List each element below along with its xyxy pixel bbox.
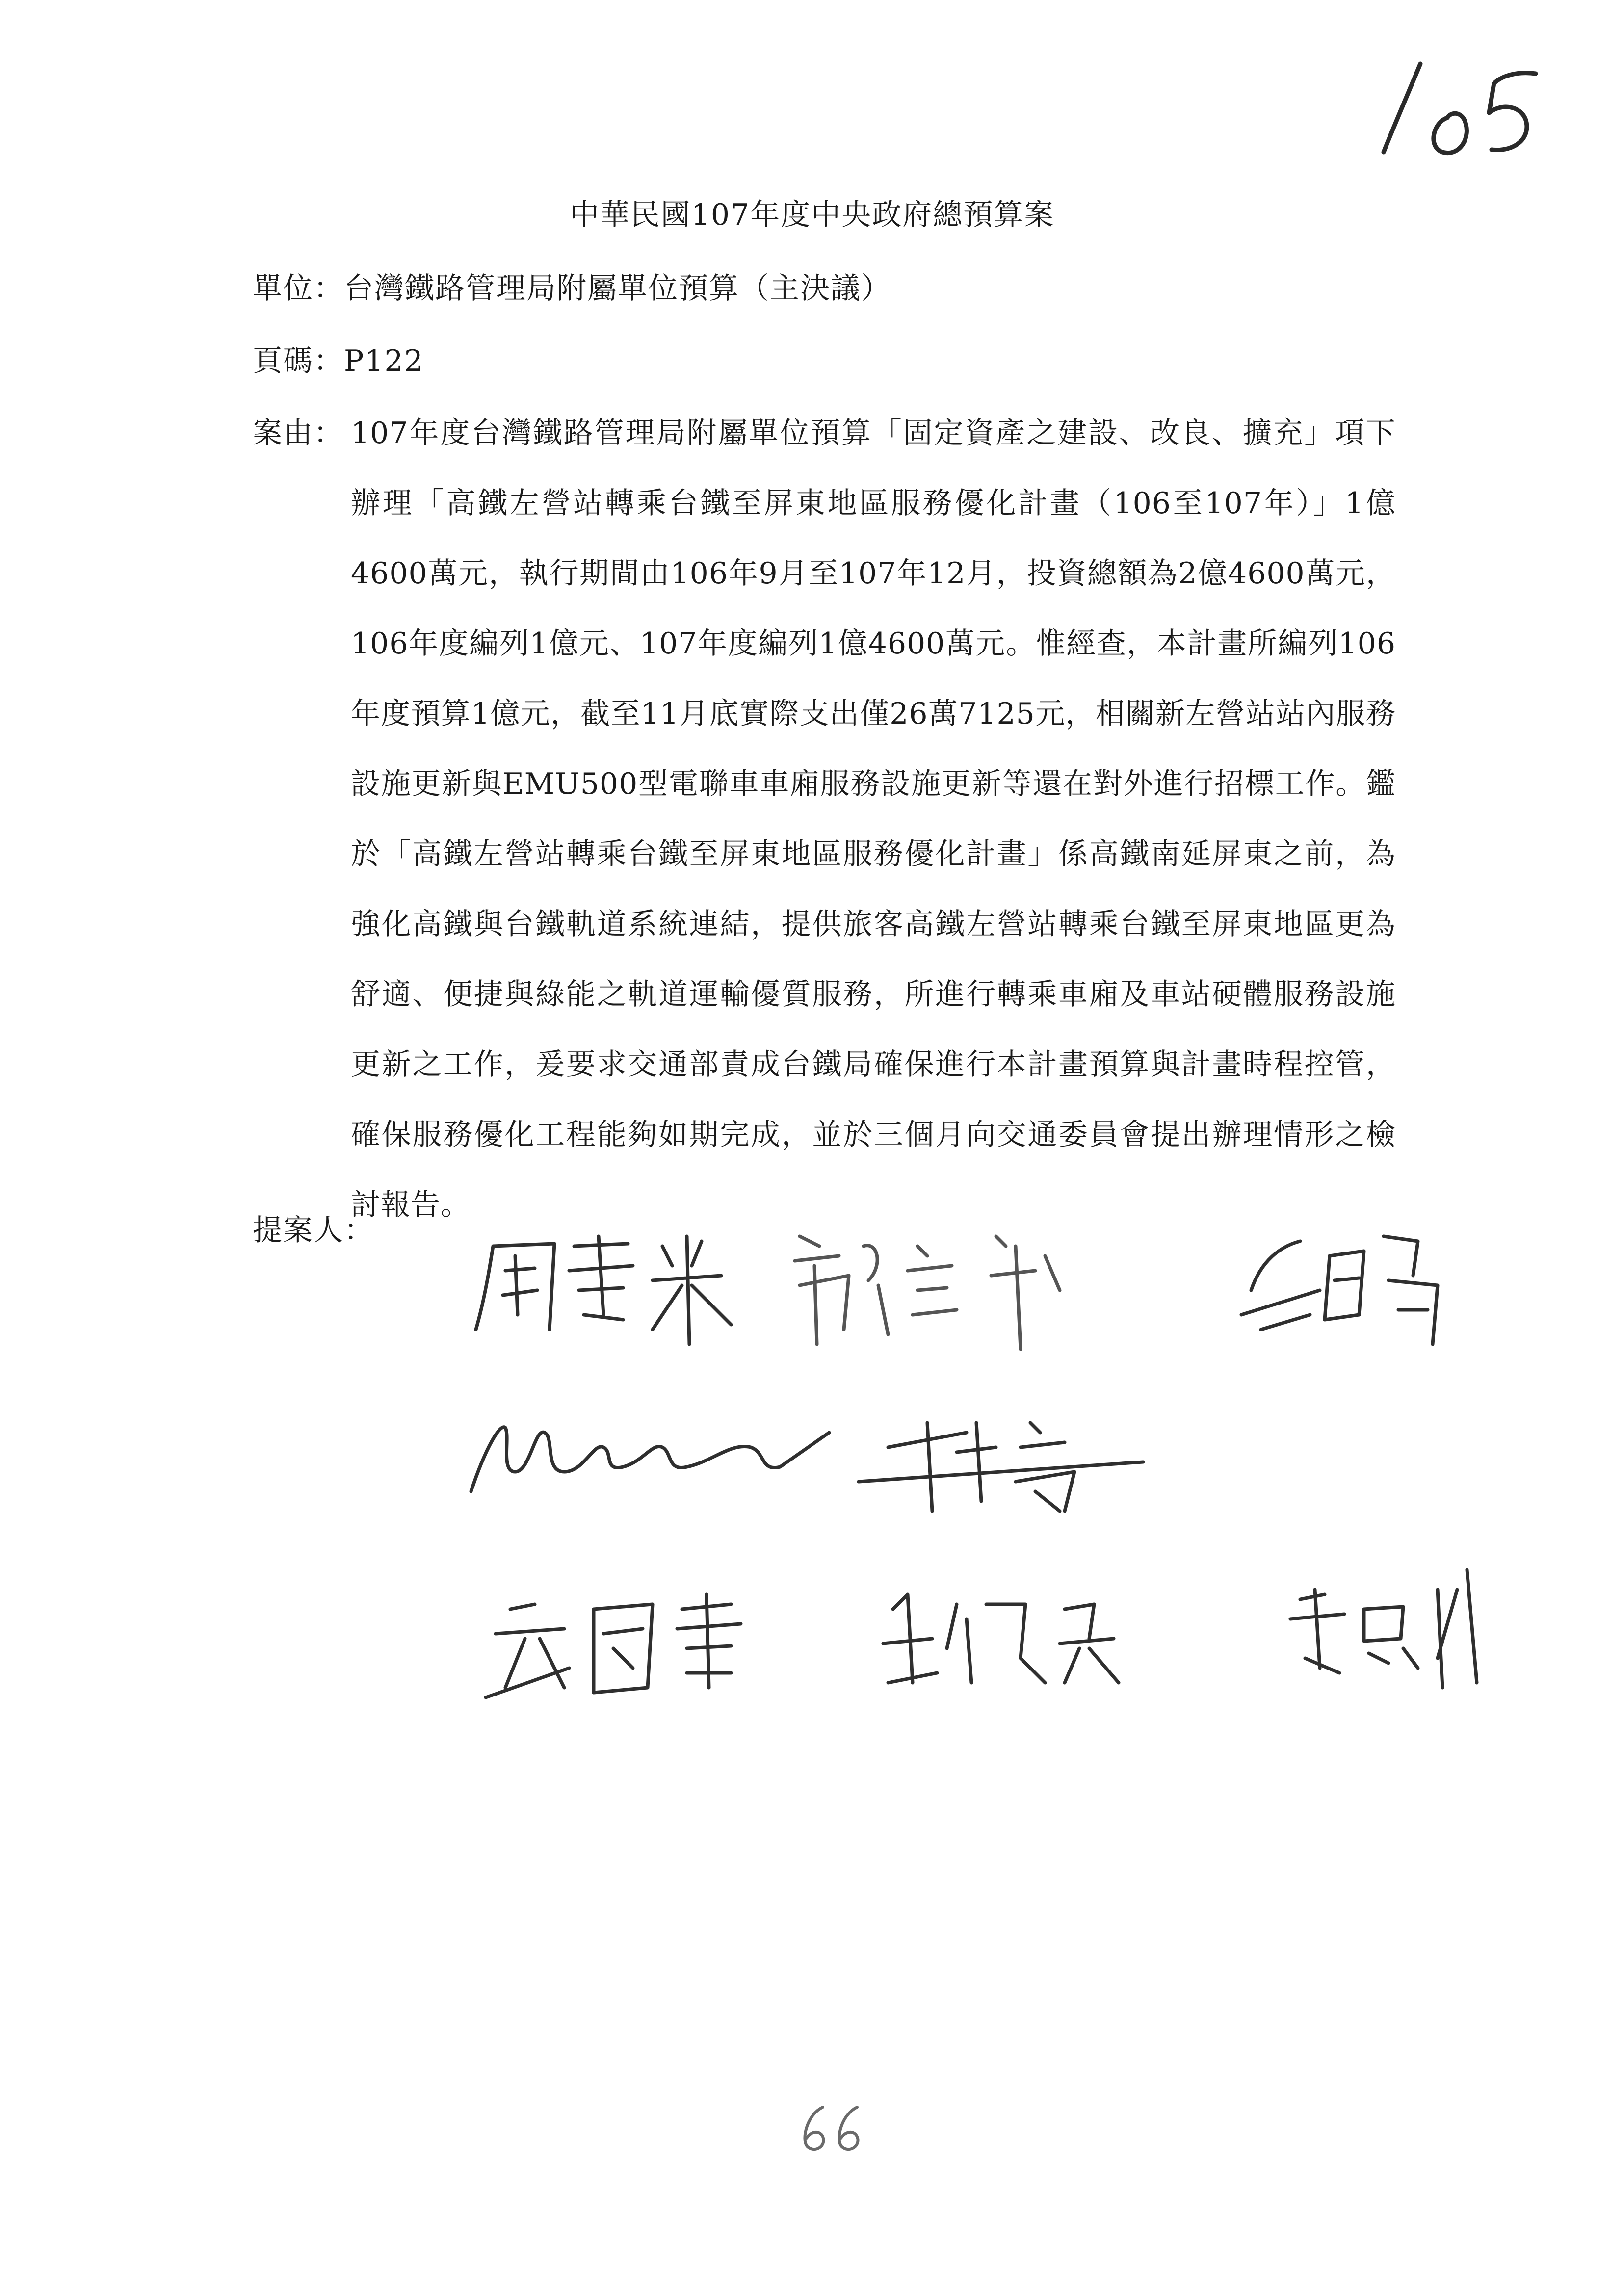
page-code-value: P122: [344, 344, 424, 378]
proposer-label: 提案人：: [253, 1213, 374, 1248]
handwritten-page-mark: [1374, 54, 1550, 167]
reason-label: 案由：: [253, 416, 344, 450]
page-number: [792, 2100, 871, 2159]
page-code-row: [253, 338, 424, 380]
signature-8: [1290, 1570, 1477, 1688]
unit-label: 單位：: [253, 271, 344, 306]
signature-7: [883, 1594, 1119, 1683]
unit-row: [253, 265, 891, 307]
signature-6: [486, 1594, 741, 1697]
handwritten-signatures: [456, 1217, 1536, 1756]
signature-3: [1241, 1236, 1438, 1344]
document-title: 中華民國107年度中央政府總預算案: [569, 198, 1055, 232]
page-code-label: 頁碼：: [253, 344, 344, 378]
signature-5: [859, 1423, 1143, 1511]
signature-2: [795, 1236, 1060, 1349]
unit-value: 台灣鐵路管理局附屬單位預算（主決議）: [344, 271, 891, 306]
reason-text: 107年度台灣鐵路管理局附屬單位預算「固定資產之建設、改良、擴充」項下辦理「高鐵左營站轉乘台鐵至屏東地區服務優化計畫（106至107年）」1億4600萬元，執行期間由106年9月至107年12月，投資總額為2億4600萬元，106年度編列1億元、107年度編列1億4600萬元。惟經查，本計畫所編列106年度預算1億元，截至11月底實際支出僅26萬7125元，相關新左營站站內服務設施更新與EMU500型電聯車車廂服務設施更新等還在對外進行招標工作。鑑於「高鐵左營站轉乘台鐵至屏東地區服務優化計畫」係高鐵南延屏東之前，為強化高鐵與台鐵軌道系統連結，提供旅客高鐵左營站轉乘台鐵至屏東地區更為舒適、便捷與綠能之軌道運輸優質服務，所進行轉乘車廂及車站硬體服務設施更新之工作，爰要求交通部責成台鐵局確保進行本計畫預算與計畫時程控管，確保服務優化工程能夠如期完成，並於三個月向交通委員會提出辦理情形之檢討報告。: [351, 416, 1396, 1222]
signature-4: [471, 1427, 829, 1491]
signature-1: [476, 1236, 731, 1344]
